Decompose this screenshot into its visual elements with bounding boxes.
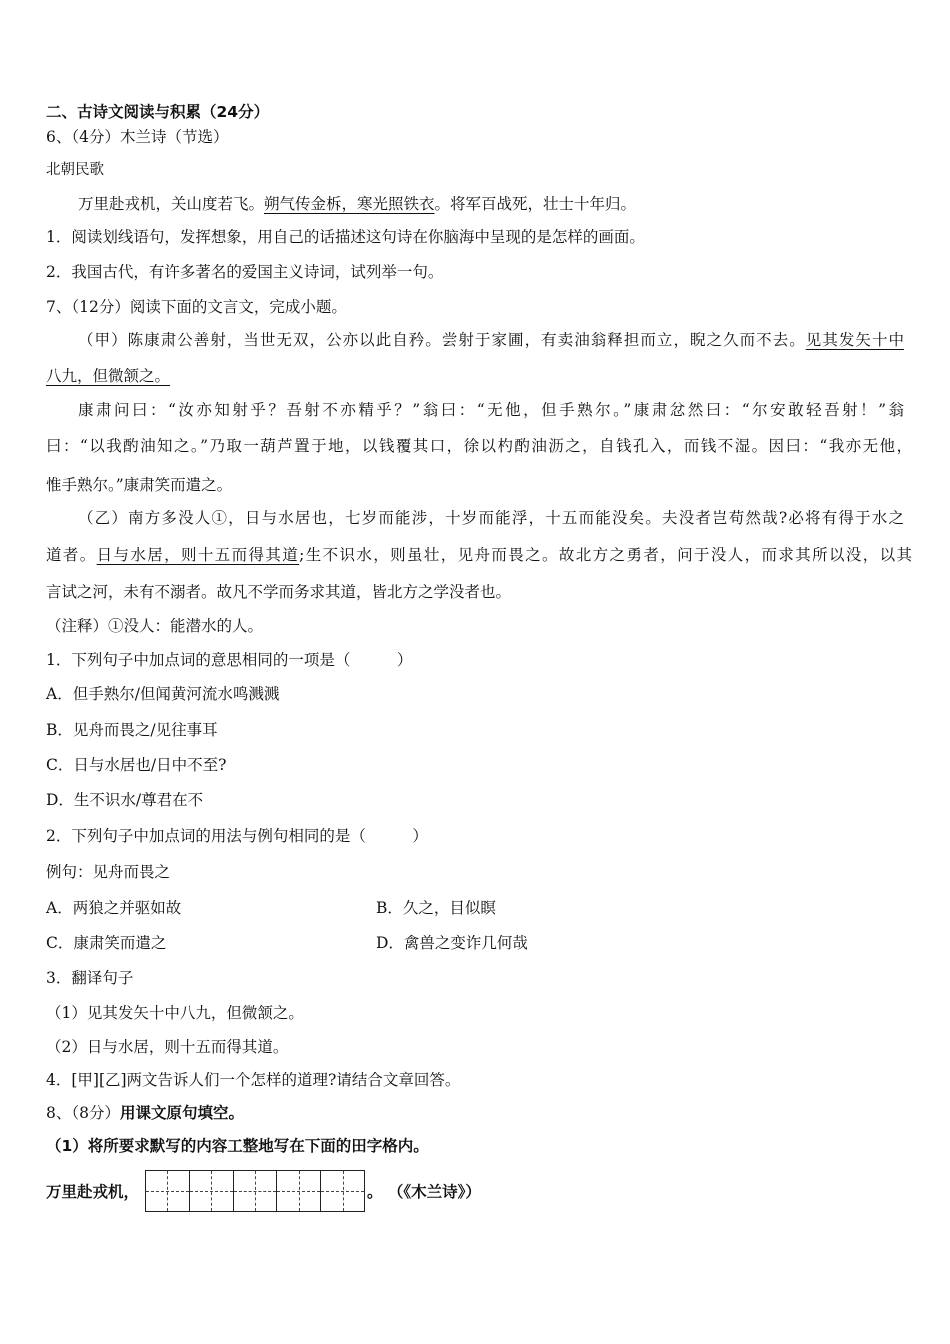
option: D．生不识水/尊君在不 [46,791,204,809]
underlined-text: 日与水居，则十五而得其道 [96,546,300,564]
question-8-title [46,1103,244,1123]
q7-sub2: 2．下列句子中加点词的用法与例句相同的是（ ） [46,827,428,845]
option: C．康肃笑而遣之 [46,934,167,952]
q7-sub3: 3．翻译句子 [46,969,134,987]
passage-jia-line [46,366,170,386]
tianzige-grid[interactable] [145,1170,365,1212]
question-number: 8、（8分） [46,1104,120,1122]
option: B．见舟而畏之/见往事耳 [46,721,218,739]
q6-sub1: 1．阅读划线语句，发挥想象，用自己的话描述这句诗在你脑海中呈现的是怎样的画面。 [46,228,645,246]
q7-sub4: 4．[甲][乙]两文告诉人们一个怎样的道理?请结合文章回答。 [46,1071,461,1089]
poem-text [78,194,636,214]
grid-cell[interactable] [146,1171,190,1211]
poem-author: 北朝民歌 [46,162,104,178]
option: A．两狼之并驱如故 [46,899,182,917]
option: B．久之，目似瞑 [376,899,496,917]
translate-item: （2）日与水居，则十五而得其道。 [46,1038,289,1056]
passage-jia-line [78,330,904,350]
grid-cell[interactable] [234,1171,278,1211]
q8-sub1: （1）将所要求默写的内容工整地写在下面的田字格内。 [46,1137,429,1155]
grid-cell[interactable] [190,1171,234,1211]
section-title: 二、古诗文阅读与积累（24分） [46,103,270,121]
text: ;生不识水，则虽壮，见舟而畏之。故北方之勇者，问于没人，而求其所以没，以其 [299,546,912,564]
q7-sub1: 1．下列句子中加点词的意思相同的一项是（ ） [46,651,413,669]
question-text: 用课文原句填空。 [119,1104,244,1122]
passage-jia-line: 惟手熟尔。”康肃笑而遣之。 [46,476,233,494]
underlined-text: 见其发矢十中 [805,331,904,349]
annotation: （注释）①没人：能潜水的人。 [46,617,264,635]
example-sentence: 例句：见舟而畏之 [46,863,171,881]
passage-yi-line: 言试之河，未有不溺者。故凡不学而务求其道，皆北方之学没者也。 [46,583,512,601]
text: （甲）陈康肃公善射，当世无双，公亦以此自矜。尝射于家圃，有卖油翁释担而立，睨之久而不去。 [78,331,806,349]
option: C．日与水居也/日中不至? [46,756,227,774]
question-6-title: 6、（4分）木兰诗（节选） [46,128,229,146]
grid-cell[interactable] [277,1171,321,1211]
option: D．禽兽之变诈几何哉 [376,934,528,952]
fill-line-suffix: 。 （《木兰诗》） [367,1183,481,1201]
poem-part: 。将军百战死，壮士十年归。 [434,195,637,213]
question-7-title: 7、（12分）阅读下面的文言文，完成小题。 [46,298,347,316]
fill-line-prefix: 万里赴戎机， [46,1183,140,1201]
text: 道者。 [46,546,97,564]
translate-item: （1）见其发矢十中八九，但微颔之。 [46,1004,304,1022]
passage-yi-line [46,545,912,565]
underlined-poem-line: 朔气传金柝，寒光照铁衣 [264,195,435,213]
option: A．但手熟尔/但闻黄河流水鸣溅溅 [46,685,280,703]
q6-sub2: 2．我国古代，有许多著名的爱国主义诗词，试列举一句。 [46,263,444,281]
poem-part: 万里赴戎机，关山度若飞。 [78,195,265,213]
underlined-text: 八九，但微颔之。 [46,367,171,385]
passage-yi-line: （乙）南方多没人①，日与水居也，七岁而能涉，十岁而能浮，十五而能没矣。夫没者岂苟然哉?必将有得于水之 [78,509,904,527]
passage-jia-line: 曰：“以我酌油知之。”乃取一葫芦置于地，以钱覆其口，徐以杓酌油沥之，自钱孔入，而钱不湿。因曰：“我亦无他， [46,437,912,455]
grid-cell[interactable] [321,1171,364,1211]
passage-jia-line: 康肃问曰：“汝亦知射乎？吾射不亦精乎？”翁曰：“无他，但手熟尔。”康肃忿然曰：“尔安敢轻吾射！”翁 [78,401,904,419]
